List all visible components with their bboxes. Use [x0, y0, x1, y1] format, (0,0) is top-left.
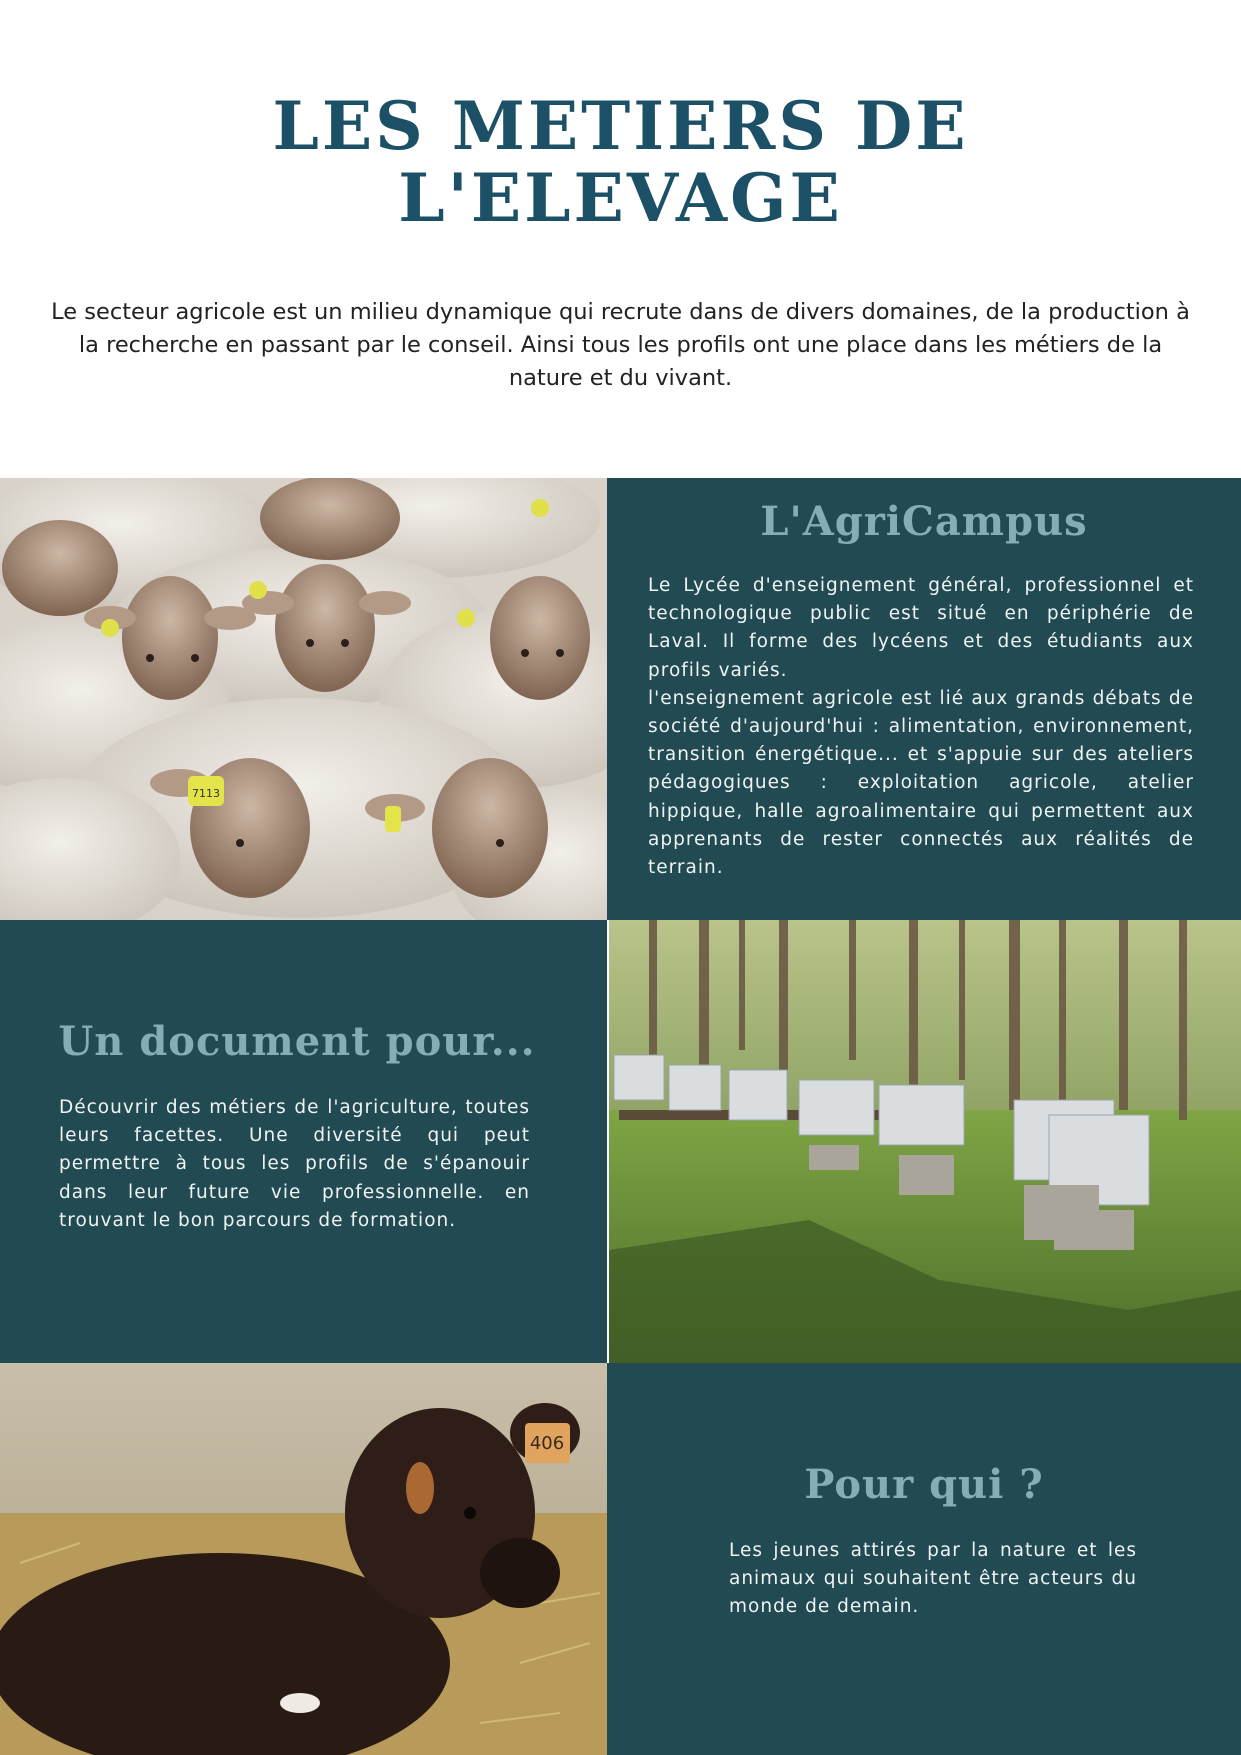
- agricampus-paragraph-1: Le Lycée d'enseignement général, professionnel et technologique public est situé en périphérie de Laval. Il forme des lycéens et des étudiants aux profils variés.: [648, 575, 1194, 681]
- document-panel: [0, 920, 607, 1363]
- sheep-ear-tag: 7113: [192, 787, 220, 800]
- pour-qui-panel: [607, 1363, 1241, 1755]
- page-title-line-1: LES METIERS DE: [272, 87, 969, 165]
- pour-qui-text: Les jeunes attirés par la nature et les animaux qui souhaitent être acteurs du monde de demain.: [729, 1540, 1137, 1618]
- agricampus-paragraph-2: l'enseignement agricole est lié aux grands débats de société d'aujourd'hui : alimentation, environnement, transition énergétique... et s'appuie sur des ateliers pédagogiques : exploitation agricole, atelier hippique, halle agroalimentaire qui permettent aux apprenants de rester connectés aux réalités de terrain.: [648, 687, 1194, 879]
- beehives-photo: [609, 920, 1241, 1363]
- document-text: Découvrir des métiers de l'agriculture, toutes leurs facettes. Une diversité qui peut permettre à tous les profils de s'épanouir dans leur future vie professionnelle. en trouvant le bon parcours de formation.: [59, 1097, 530, 1231]
- agricampus-title: L'AgriCampus: [760, 498, 1088, 545]
- intro-paragraph: Le secteur agricole est un milieu dynamique qui recrute dans de divers domaines, de la production à la recherche en passant par le conseil. Ainsi tous les profils ont une place dans les métiers de la nature et du vivant.: [51, 299, 1190, 391]
- agricampus-panel: [607, 478, 1241, 920]
- pour-qui-title: Pour qui ?: [804, 1461, 1044, 1508]
- sheep-photo: [0, 478, 607, 920]
- calf-ear-tag: 406: [529, 1433, 565, 1454]
- document-title: Un document pour...: [58, 1018, 536, 1065]
- page-title: [0, 87, 1241, 237]
- calf-photo: [0, 1363, 607, 1755]
- page-title-line-2: L'ELEVAGE: [398, 159, 843, 237]
